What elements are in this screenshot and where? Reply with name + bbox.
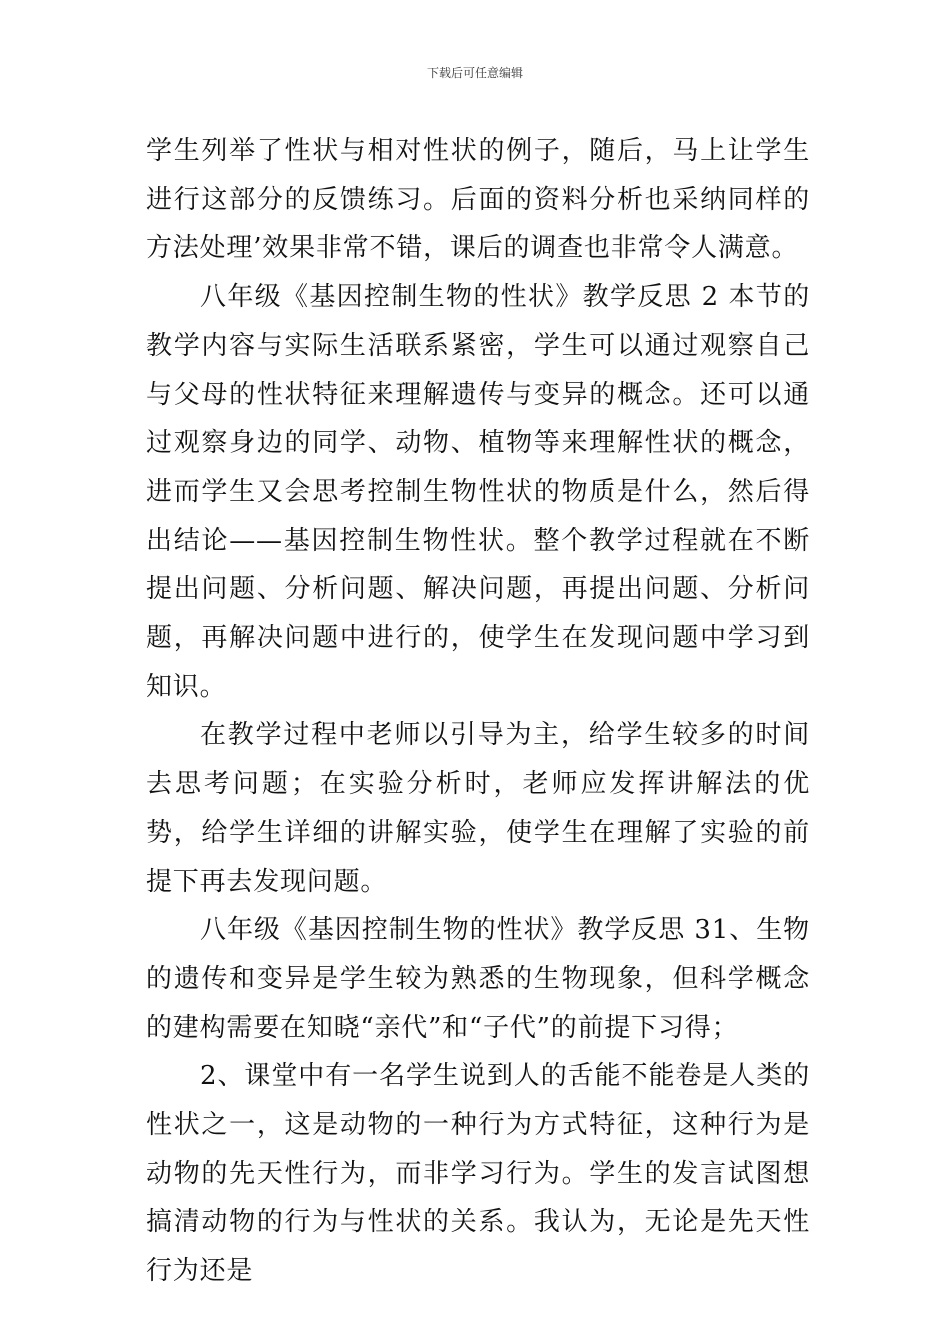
paragraph-4: 八年级《基因控制生物的性状》教学反思 31、生物的遗传和变异是学生较为熟悉的生物现象，但科学概念的建构需要在知晓“亲代”和“子代”的前提下习得； [146, 915, 810, 1043]
page-header: 下载后可任意编辑 [426, 66, 523, 80]
paragraph-1: 学生列举了性状与相对性状的例子，随后，马上让学生进行这部分的反馈练习。后面的资料分析也采纳同样的方法处理’效果非常不错，课后的调查也非常令人满意。 [146, 136, 810, 264]
paragraph-2: 八年级《基因控制生物的性状》教学反思 2 本节的教学内容与实际生活联系紧密，学生可以通过观察自己与父母的性状特征来理解遗传与变异的概念。还可以通过观察身边的同学、动物、植物等来理解性状的概念，进而学生又会思考控制生物性状的物质是什么，然后得出结论——基因控制生物性状。整个教学过程就在不断提出问题、分析问题、解决问题，再提出问题、分析问题，再解决问题中进行的，使学生在发现问题中学习到知识。 [146, 282, 810, 702]
paragraph-3: 在教学过程中老师以引导为主，给学生较多的时间去思考问题；在实验分析时，老师应发挥讲解法的优势，给学生详细的讲解实验，使学生在理解了实验的前提下再去发现问题。 [146, 720, 810, 897]
paragraph-5: 2、课堂中有一名学生说到人的舌能不能卷是人类的性状之一，这是动物的一种行为方式特征，这种行为是动物的先天性行为，而非学习行为。学生的发言试图想搞清动物的行为与性状的关系。我认为，无论是先天性行为还是 [146, 1061, 810, 1287]
document-body [146, 127, 810, 1296]
